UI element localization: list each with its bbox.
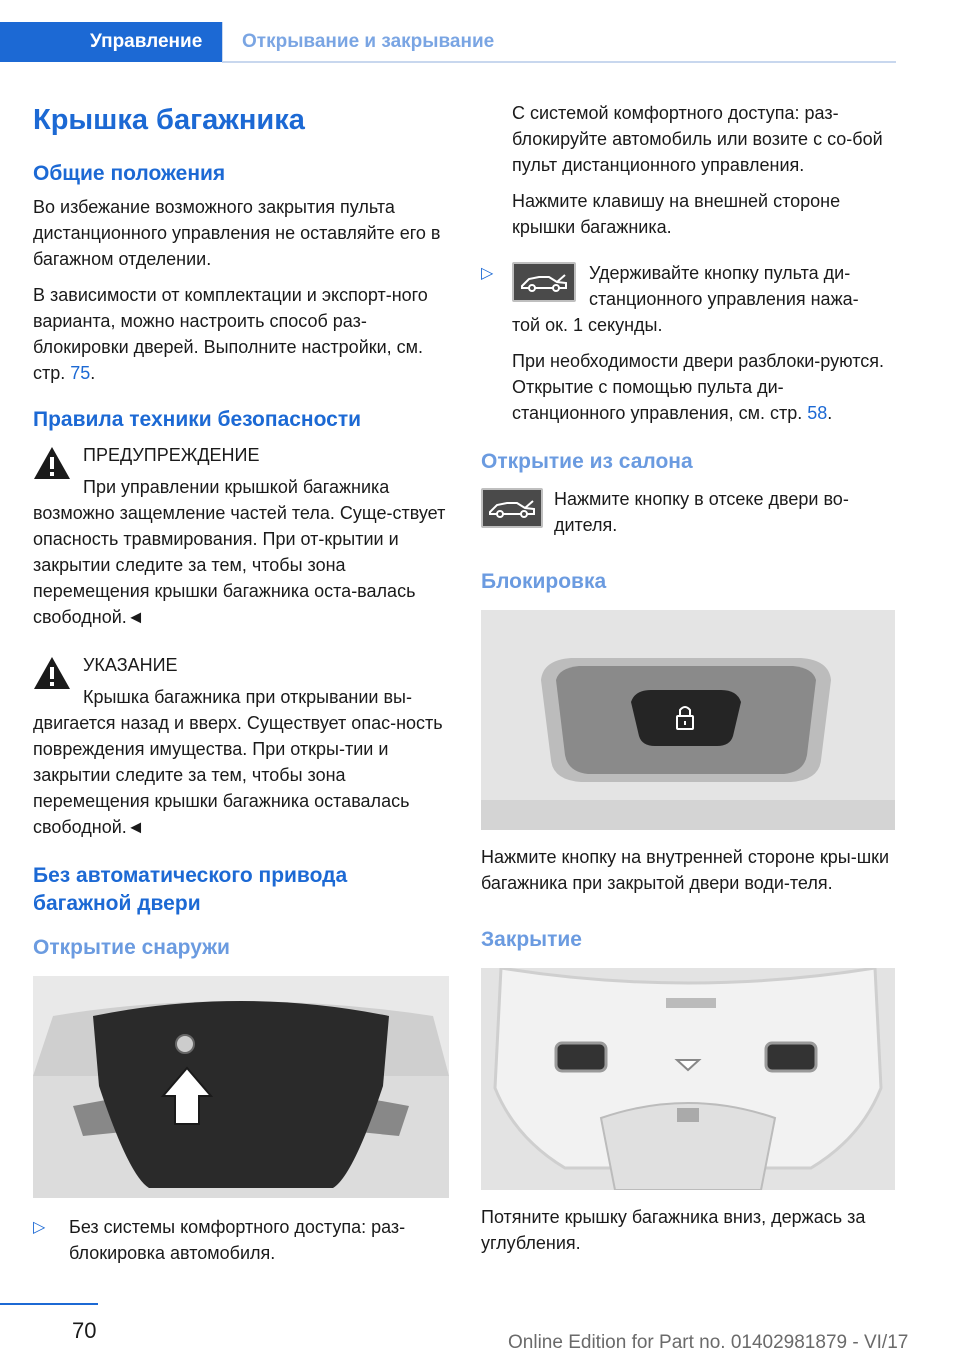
bullet-item-2 xyxy=(481,260,895,426)
paragraph-close: Потяните крышку багажника вниз, держась за углубления. xyxy=(481,1207,866,1253)
warning-block-1 xyxy=(33,442,449,630)
page-title: Крышка багажника xyxy=(33,104,305,136)
warning-1-heading: ПРЕДУПРЕЖДЕНИЕ xyxy=(83,445,260,465)
heading-open-outside: Открытие снаружи xyxy=(33,936,230,959)
trunk-open-button-icon xyxy=(512,262,576,302)
heading-lock: Блокировка xyxy=(481,570,607,593)
paragraph-general-2: В зависимости от комплектации и экспорт-ного варианта, можно настроить способ раз-блокировки дверей. Выполните настройки, см. стр. 75. xyxy=(33,285,428,383)
warning-2-heading: УКАЗАНИЕ xyxy=(83,655,178,675)
bullet-1-text: Без системы комфортного доступа: раз-блокировка автомобиля. xyxy=(69,1217,406,1263)
header-section-label: Управление xyxy=(90,31,203,52)
bullet-2-first-line: Удерживайте кнопку пульта ди-станционного управления нажа- xyxy=(589,263,859,309)
heading-open-inside: Открытие из салона xyxy=(481,450,693,473)
lock-button-photo xyxy=(481,610,895,830)
warning-2-body: двигается назад и вверх. Существует опас-ность повреждения имущества. При откры-тии и закрытии следите за тем, чтобы зона перемещения крышки багажника оставалась свободной.◄ xyxy=(33,713,443,837)
page-link-58[interactable]: 58 xyxy=(807,403,828,423)
page-link-75[interactable]: 75 xyxy=(70,363,91,383)
bullet-triangle-icon: ▷ xyxy=(33,1219,46,1236)
heading-close: Закрытие xyxy=(481,928,582,951)
bullet-item-1 xyxy=(33,1214,449,1266)
warning-1-first-line: При управлении крышкой багажника xyxy=(83,477,390,497)
header-rule xyxy=(222,61,896,63)
paragraph-unlock: При необходимости двери разблоки-руются. Открытие с помощью пульта ди-станционного управления, см. стр. 58. xyxy=(512,351,884,423)
header-subsection-label: Открывание и закрывание xyxy=(242,31,495,52)
header-separator xyxy=(222,22,223,62)
trunk-open-button-icon xyxy=(481,488,543,528)
heading-safety: Правила техники безопасности xyxy=(33,408,362,431)
heading-no-auto: Без автоматического привода багажной двери xyxy=(33,864,348,915)
warning-triangle-icon xyxy=(33,446,71,480)
left-column xyxy=(33,102,449,1266)
page-number: 70 xyxy=(72,1318,97,1343)
heading-general: Общие положения xyxy=(33,162,226,185)
paragraph-press-outer: Нажмите клавишу на внешней стороне крышки багажника. xyxy=(512,191,841,237)
right-column xyxy=(481,100,895,1256)
car-trunk-illustration xyxy=(33,976,449,1198)
paragraph-open-inside: Нажмите кнопку в отсеке двери во-дителя. xyxy=(554,489,849,535)
bullet-2-rest: той ок. 1 секунды. xyxy=(512,315,663,335)
edition-note: Online Edition for Part no. 01402981879 - VI/17 xyxy=(508,1332,909,1353)
paragraph-lock: Нажмите кнопку на внутренней стороне кры-шки багажника при закрытой двери води-теля. xyxy=(481,847,890,893)
paragraph-comfort: С системой комфортного доступа: раз-блокируйте автомобиль или возите с со-бой пульт дистанционного управления. xyxy=(512,103,883,175)
warning-1-body: возможно защемление частей тела. Суще-ствует опасность травмирования. При от-крытии и закрытии следите за тем, чтобы зона перемещения крышки багажника оста-валась свободной.◄ xyxy=(33,503,446,627)
footer-rule xyxy=(0,1303,98,1305)
open-inside-block xyxy=(481,486,895,538)
bullet-triangle-icon: ▷ xyxy=(481,265,494,282)
paragraph-general-1: Во избежание возможного закрытия пульта дистанционного управления не оставляйте его в багажном отделении. xyxy=(33,197,441,269)
warning-2-first-line: Крышка багажника при открывании вы- xyxy=(83,687,412,707)
warning-block-2 xyxy=(33,652,449,840)
trunk-lid-interior-illustration xyxy=(481,968,895,1190)
warning-triangle-icon xyxy=(33,656,71,690)
